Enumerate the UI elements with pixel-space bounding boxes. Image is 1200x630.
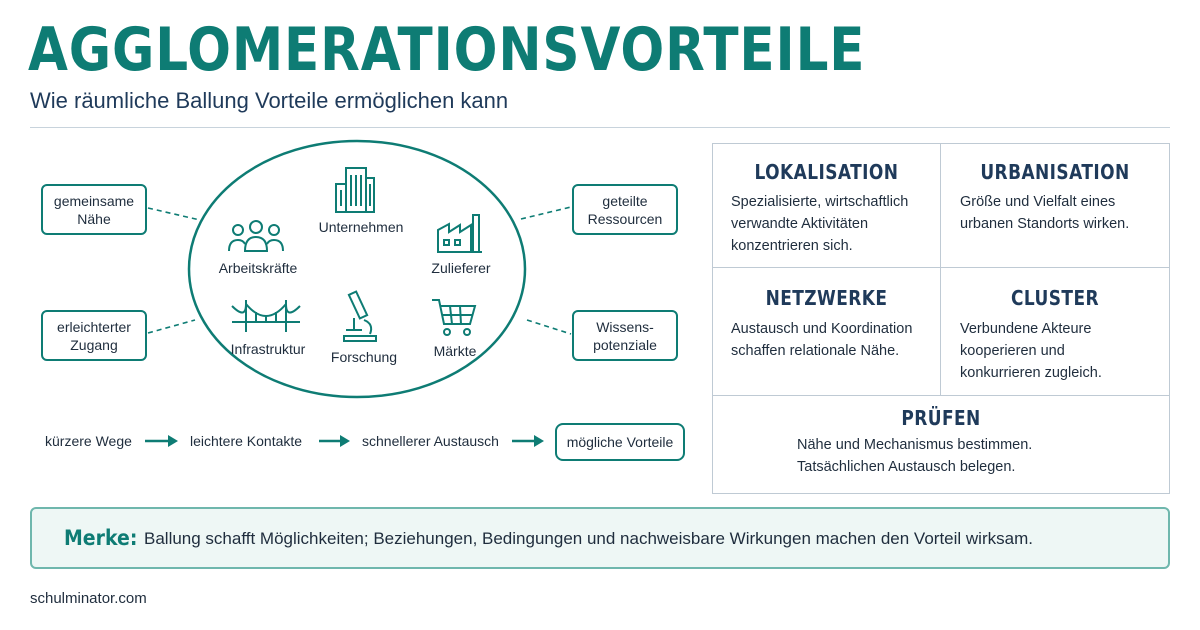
node-line: Nähe <box>77 210 111 227</box>
cell-title: CLUSTER <box>1010 286 1100 310</box>
connector-wissenspotenziale <box>527 320 571 334</box>
page-subtitle: Wie räumliche Ballung Vorteile ermöglichen kann <box>30 88 509 113</box>
cell-pruefen <box>713 396 1169 493</box>
merke-text: Ballung schafft Möglichkeiten; Beziehungen, Bedingungen und nachweisbare Wirkungen machen den Vorteil wirksam. <box>144 529 1033 548</box>
cell-line: Größe und Vielfalt eines <box>960 194 1116 210</box>
cell-title: PRÜFEN <box>901 406 981 430</box>
cell-line: Spezialisierte, wirtschaftlich <box>731 194 909 210</box>
ellipse-label-unternehmen: Unternehmen <box>318 219 404 235</box>
cell-line: Nähe und Mechanismus bestimmen. <box>797 437 1033 453</box>
people-icon <box>226 219 286 253</box>
chain-step-moegliche-vorteile: mögliche Vorteile <box>555 423 685 461</box>
connector-gemeinsame-naehe <box>148 208 200 220</box>
bridge-icon <box>230 298 302 334</box>
ellipse-label-infrastruktur: Infrastruktur <box>230 341 306 357</box>
factory-icon <box>435 212 485 254</box>
cell-line: konzentrieren sich. <box>731 238 853 254</box>
cell-line: Austausch und Koordination <box>731 321 913 337</box>
cell-netzwerke <box>713 268 941 396</box>
concept-grid <box>712 143 1170 494</box>
node-line: Zugang <box>70 336 118 353</box>
chain-arrow-1 <box>145 435 178 447</box>
cell-line: kooperieren und <box>960 343 1065 359</box>
ellipse-label-maerkte: Märkte <box>433 343 477 359</box>
connector-geteilte-ressourcen <box>521 207 571 219</box>
shopping-cart-icon <box>430 296 478 338</box>
node-line: Wissens- <box>596 318 654 335</box>
footer-source: schulminator.com <box>30 590 147 607</box>
cell-title: URBANISATION <box>980 160 1130 184</box>
chain-arrow-3 <box>512 435 544 447</box>
cell-cluster <box>941 268 1169 396</box>
chain-step-kuerzere-wege: kürzere Wege <box>45 433 132 449</box>
node-line: potenziale <box>593 336 657 353</box>
microscope-icon <box>340 290 380 344</box>
ellipse-label-forschung: Forschung <box>330 349 398 365</box>
node-erleichterter-zugang <box>41 310 147 361</box>
node-line: Ressourcen <box>587 210 663 227</box>
cell-lokalisation <box>713 144 941 268</box>
node-line: geteilte <box>602 192 648 209</box>
merke-box <box>30 507 1170 569</box>
node-line: erleichterter <box>57 318 131 335</box>
cell-line: Verbundene Akteure <box>960 321 1092 337</box>
ellipse-label-zulieferer: Zulieferer <box>431 260 491 276</box>
cell-title: LOKALISATION <box>754 160 899 184</box>
cell-urbanisation <box>941 144 1169 268</box>
ellipse-label-arbeitskraefte: Arbeitskräfte <box>218 260 298 276</box>
connector-erleichterter-zugang <box>148 320 195 333</box>
chain-step-schnellerer-austausch: schnellerer Austausch <box>362 433 499 449</box>
cell-line: schaffen relationale Nähe. <box>731 343 900 359</box>
node-line: gemeinsame <box>53 192 135 209</box>
merke-label: Merke: <box>64 526 138 550</box>
cell-line: konkurrieren zugleich. <box>960 365 1102 381</box>
cell-line: verwandte Aktivitäten <box>731 216 869 232</box>
cell-line: urbanen Standorts wirken. <box>960 216 1130 232</box>
chain-step-leichtere-kontakte: leichtere Kontakte <box>190 433 303 449</box>
buildings-icon <box>334 166 376 214</box>
node-gemeinsame-naehe <box>41 184 147 235</box>
chain-arrow-2 <box>319 435 350 447</box>
cell-line: Tatsächlichen Austausch belegen. <box>797 459 1016 475</box>
cell-title: NETZWERKE <box>765 286 888 310</box>
page-title: AGGLOMERATIONSVORTEILE <box>28 15 866 85</box>
node-wissenspotenziale <box>572 310 678 361</box>
node-geteilte-ressourcen <box>572 184 678 235</box>
